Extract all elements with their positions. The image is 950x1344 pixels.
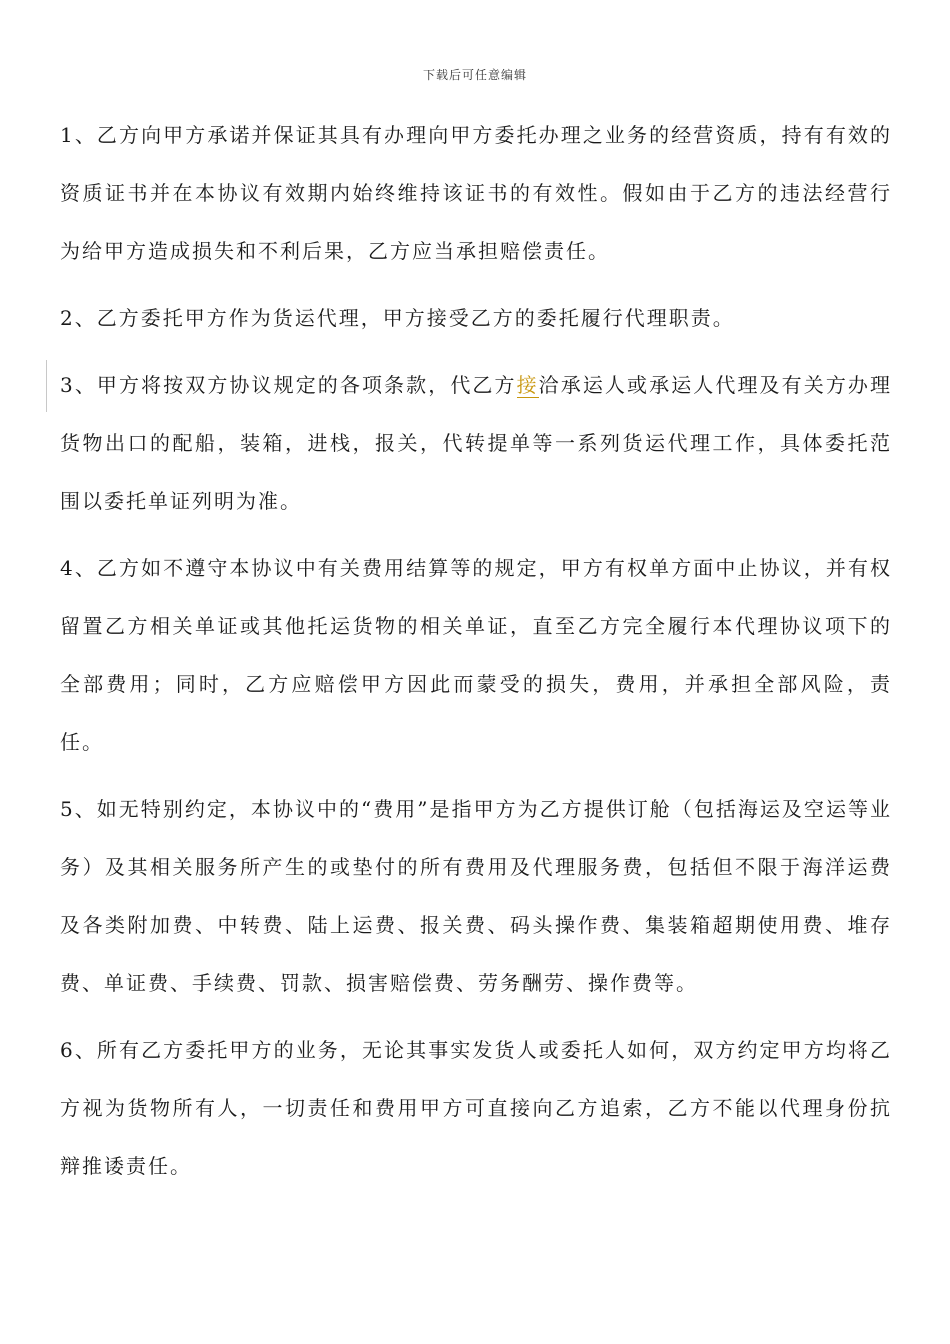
clause-3 — [60, 356, 892, 530]
clause-4: 4、乙方如不遵守本协议中有关费用结算等的规定，甲方有权单方面中止协议，并有权留置乙方相关单证或其他托运货物的相关单证，直至乙方完全履行本代理协议项下的全部费用；同时，乙方应赔偿甲方因此而蒙受的损失，费用，并承担全部风险，责任。 — [60, 556, 892, 754]
document-body — [60, 106, 892, 1204]
highlighted-char: 接 — [516, 373, 539, 397]
page-header-note: 下载后可任意编辑 — [422, 68, 527, 82]
clause-5: 5、如无特别约定，本协议中的“费用”是指甲方为乙方提供订舱（包括海运及空运等业务）及其相关服务所产生的或垫付的所有费用及代理服务费，包括但不限于海洋运费及各类附加费、中转费、陆上运费、报关费、码头操作费、集装箱超期使用费、堆存费、单证费、手续费、罚款、损害赔偿费、劳务酬劳、操作费等。 — [60, 797, 892, 995]
clause-1: 1、乙方向甲方承诺并保证其具有办理向甲方委托办理之业务的经营资质，持有有效的资质证书并在本协议有效期内始终维持该证书的有效性。假如由于乙方的违法经营行为给甲方造成损失和不利后果，乙方应当承担赔偿责任。 — [60, 123, 892, 263]
clause-3-text-after: 洽承运人或承运人代理及有关方办理货物出口的配船，装箱，进栈，报关，代转提单等一系列货运代理工作，具体委托范围以委托单证列明为准。 — [60, 373, 892, 513]
clause-3-text-before: 3、甲方将按双方协议规定的各项条款，代乙方 — [60, 373, 517, 397]
clause-2: 2、乙方委托甲方作为货运代理，甲方接受乙方的委托履行代理职责。 — [60, 306, 735, 330]
clause-6: 6、所有乙方委托甲方的业务，无论其事实发货人或委托人如何，双方约定甲方均将乙方视为货物所有人，一切责任和费用甲方可直接向乙方追索，乙方不能以代理身份抗辩推诿责任。 — [60, 1038, 892, 1178]
margin-change-bar — [46, 360, 47, 412]
